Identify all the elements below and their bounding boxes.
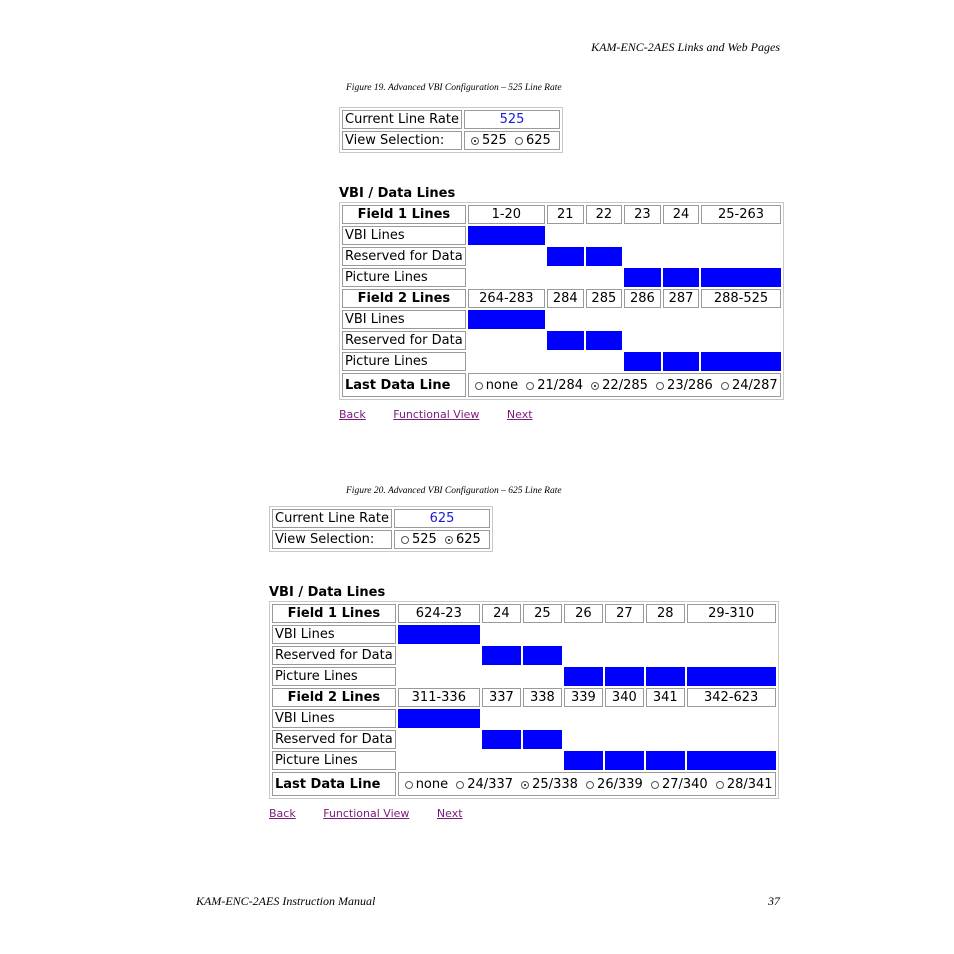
vbi-cell[interactable] [624, 226, 661, 245]
fig19-section-title: VBI / Data Lines [339, 186, 456, 201]
reserved-cell[interactable] [687, 730, 776, 749]
row-label-vbi: VBI Lines [342, 226, 466, 245]
row-label-reserved: Reserved for Data [272, 730, 396, 749]
view-selection-radios [394, 530, 490, 549]
last-data-radio-26-339[interactable] [586, 781, 594, 789]
radio-625[interactable] [515, 137, 523, 145]
last-data-option-label: 22/285 [602, 377, 648, 393]
page-number: 37 [768, 894, 780, 908]
reserved-cell[interactable] [663, 331, 700, 350]
field2-col: 342-623 [687, 688, 776, 707]
field2-col: 285 [586, 289, 623, 308]
field2-col: 341 [646, 688, 685, 707]
last-data-radio-21-284[interactable] [526, 382, 534, 390]
row-label-reserved: Reserved for Data [342, 331, 466, 350]
reserved-cell[interactable] [646, 730, 685, 749]
vbi-cell[interactable] [646, 709, 685, 728]
reserved-cell-selected[interactable] [523, 646, 562, 665]
reserved-cell[interactable] [398, 730, 480, 749]
fig19-rate-table [339, 107, 563, 153]
vbi-cell[interactable] [687, 625, 776, 644]
reserved-cell[interactable] [605, 646, 644, 665]
picture-cell-selected[interactable] [624, 352, 661, 371]
current-line-rate-value: 625 [394, 509, 490, 528]
reserved-cell-selected[interactable] [586, 331, 623, 350]
last-data-option-label: none [485, 377, 519, 393]
last-data-option-label: 23/286 [667, 377, 713, 393]
field1-col: 27 [605, 604, 644, 623]
last-data-line-label: Last Data Line [272, 772, 396, 796]
last-data-line-radios [398, 772, 776, 796]
field2-col: 338 [523, 688, 562, 707]
picture-cell-selected[interactable] [701, 352, 780, 371]
field2-col: 286 [624, 289, 661, 308]
functional-view-link[interactable]: Functional View [393, 408, 480, 421]
field2-col: 339 [564, 688, 603, 707]
field2-col: 288-525 [701, 289, 780, 308]
current-line-rate-label: Current Line Rate [342, 110, 462, 129]
vbi-cell[interactable] [482, 625, 521, 644]
last-data-radio-24-287[interactable] [721, 382, 729, 390]
fig20-nav-links [269, 807, 487, 820]
next-link[interactable]: Next [506, 408, 533, 421]
last-data-radio-25-338[interactable] [521, 781, 529, 789]
vbi-cell[interactable] [701, 310, 780, 329]
field1-label: Field 1 Lines [272, 604, 396, 623]
radio-625-label: 625 [455, 532, 481, 547]
last-data-line-label: Last Data Line [342, 373, 466, 397]
vbi-cell[interactable] [701, 226, 780, 245]
last-data-radio-28-341[interactable] [716, 781, 724, 789]
picture-cell-selected[interactable] [663, 352, 700, 371]
reserved-cell[interactable] [701, 331, 780, 350]
vbi-cell[interactable] [547, 310, 584, 329]
vbi-cell[interactable] [624, 310, 661, 329]
current-line-rate-value: 525 [464, 110, 560, 129]
last-data-radio-27-340[interactable] [651, 781, 659, 789]
vbi-cell[interactable] [605, 709, 644, 728]
fig20-rate-panel [269, 506, 493, 552]
back-link[interactable]: Back [339, 408, 366, 421]
field2-col: 287 [663, 289, 700, 308]
row-label-picture: Picture Lines [272, 667, 396, 686]
field1-col: 1-20 [468, 205, 545, 224]
vbi-cell[interactable] [547, 226, 584, 245]
view-selection-label: View Selection: [272, 530, 392, 549]
fig19-nav-links [339, 408, 557, 421]
vbi-cell[interactable] [482, 709, 521, 728]
picture-cell[interactable] [482, 667, 521, 686]
vbi-cell[interactable] [564, 709, 603, 728]
field2-label: Field 2 Lines [342, 289, 466, 308]
reserved-cell[interactable] [564, 730, 603, 749]
vbi-cell-selected[interactable] [468, 226, 545, 245]
field2-col: 337 [482, 688, 521, 707]
reserved-cell[interactable] [398, 646, 480, 665]
vbi-cell-selected[interactable] [468, 310, 545, 329]
fig20-rate-table [269, 506, 493, 552]
vbi-cell[interactable] [523, 709, 562, 728]
row-label-vbi: VBI Lines [342, 310, 466, 329]
last-data-radio-24-337[interactable] [456, 781, 464, 789]
functional-view-link[interactable]: Functional View [323, 807, 410, 820]
field1-col: 24 [482, 604, 521, 623]
reserved-cell-selected[interactable] [586, 247, 623, 266]
picture-cell-selected[interactable] [646, 667, 685, 686]
picture-cell[interactable] [482, 751, 521, 770]
field2-col: 284 [547, 289, 584, 308]
figure-19-caption: Figure 19. Advanced VBI Configuration – 525 Line Rate [346, 83, 562, 93]
last-data-line-radios [468, 373, 781, 397]
radio-525[interactable] [401, 536, 409, 544]
reserved-cell[interactable] [646, 646, 685, 665]
view-selection-radios [464, 131, 560, 150]
picture-cell[interactable] [586, 352, 623, 371]
vbi-cell[interactable] [605, 625, 644, 644]
field1-col: 28 [646, 604, 685, 623]
next-link[interactable]: Next [436, 807, 463, 820]
vbi-cell[interactable] [663, 226, 700, 245]
view-selection-label: View Selection: [342, 131, 462, 150]
vbi-cell[interactable] [586, 226, 623, 245]
row-label-vbi: VBI Lines [272, 625, 396, 644]
last-data-radio-23-286[interactable] [656, 382, 664, 390]
picture-cell-selected[interactable] [564, 667, 603, 686]
picture-cell[interactable] [398, 751, 480, 770]
field1-col: 21 [547, 205, 584, 224]
current-line-rate-label: Current Line Rate [272, 509, 392, 528]
last-data-radio-none[interactable] [475, 382, 483, 390]
reserved-cell[interactable] [701, 247, 780, 266]
reserved-cell[interactable] [624, 331, 661, 350]
picture-cell[interactable] [523, 667, 562, 686]
picture-cell[interactable] [398, 667, 480, 686]
field1-col: 25-263 [701, 205, 780, 224]
row-label-picture: Picture Lines [342, 352, 466, 371]
last-data-radio-none[interactable] [405, 781, 413, 789]
picture-cell-selected[interactable] [687, 667, 776, 686]
radio-525-label: 525 [482, 133, 507, 148]
row-label-reserved: Reserved for Data [272, 646, 396, 665]
field1-col: 624-23 [398, 604, 480, 623]
vbi-cell-selected[interactable] [398, 625, 480, 644]
field1-col: 24 [663, 205, 700, 224]
field1-col: 26 [564, 604, 603, 623]
picture-cell-selected[interactable] [605, 751, 644, 770]
fig20-vbi-panel [269, 601, 779, 799]
radio-625-label: 625 [525, 133, 551, 148]
last-data-option-label: 21/284 [537, 377, 584, 393]
fig20-vbi-table [269, 601, 779, 799]
last-data-option-label: 26/339 [597, 776, 643, 792]
fig20-section-title: VBI / Data Lines [269, 585, 386, 600]
reserved-cell-selected[interactable] [547, 331, 584, 350]
picture-cell[interactable] [547, 352, 584, 371]
row-label-picture: Picture Lines [342, 268, 466, 287]
vbi-cell[interactable] [687, 709, 776, 728]
back-link[interactable]: Back [269, 807, 296, 820]
picture-cell-selected[interactable] [687, 751, 776, 770]
fig19-vbi-table [339, 202, 784, 400]
last-data-radio-22-285[interactable] [591, 382, 599, 390]
vbi-cell[interactable] [663, 310, 700, 329]
field1-label: Field 1 Lines [342, 205, 466, 224]
last-data-option-label: none [415, 776, 449, 792]
reserved-cell[interactable] [468, 331, 545, 350]
last-data-option-label: 24/337 [467, 776, 514, 792]
reserved-cell[interactable] [468, 247, 545, 266]
vbi-cell[interactable] [523, 625, 562, 644]
running-head: KAM-ENC-2AES Links and Web Pages [591, 40, 780, 54]
field1-col: 23 [624, 205, 661, 224]
radio-525-label: 525 [412, 532, 437, 547]
last-data-option-label: 25/338 [532, 776, 578, 792]
picture-cell[interactable] [523, 751, 562, 770]
field2-label: Field 2 Lines [272, 688, 396, 707]
picture-cell-selected[interactable] [646, 751, 685, 770]
reserved-cell-selected[interactable] [547, 247, 584, 266]
picture-cell-selected[interactable] [624, 268, 661, 287]
picture-cell-selected[interactable] [701, 268, 780, 287]
reserved-cell-selected[interactable] [482, 646, 521, 665]
picture-cell-selected[interactable] [605, 667, 644, 686]
field2-col: 311-336 [398, 688, 480, 707]
fig19-rate-panel [339, 107, 563, 153]
picture-cell[interactable] [468, 352, 545, 371]
field1-col: 25 [523, 604, 562, 623]
field1-col: 22 [586, 205, 623, 224]
field2-col: 340 [605, 688, 644, 707]
reserved-cell-selected[interactable] [482, 730, 521, 749]
reserved-cell[interactable] [663, 247, 700, 266]
picture-cell[interactable] [586, 268, 623, 287]
radio-625[interactable] [445, 536, 453, 544]
picture-cell[interactable] [547, 268, 584, 287]
picture-cell[interactable] [468, 268, 545, 287]
figure-20-caption: Figure 20. Advanced VBI Configuration – 625 Line Rate [346, 486, 562, 496]
last-data-option-label: 27/340 [661, 776, 708, 792]
vbi-cell[interactable] [646, 625, 685, 644]
field2-col: 264-283 [468, 289, 545, 308]
reserved-cell[interactable] [624, 247, 661, 266]
last-data-option-label: 24/287 [731, 377, 778, 393]
picture-cell-selected[interactable] [564, 751, 603, 770]
reserved-cell-selected[interactable] [523, 730, 562, 749]
last-data-option-label: 28/341 [726, 776, 773, 792]
row-label-vbi: VBI Lines [272, 709, 396, 728]
vbi-cell[interactable] [564, 625, 603, 644]
picture-cell-selected[interactable] [663, 268, 700, 287]
reserved-cell[interactable] [687, 646, 776, 665]
field1-col: 29-310 [687, 604, 776, 623]
footer-manual-title: KAM-ENC-2AES Instruction Manual [196, 894, 376, 908]
row-label-reserved: Reserved for Data [342, 247, 466, 266]
vbi-cell-selected[interactable] [398, 709, 480, 728]
reserved-cell[interactable] [564, 646, 603, 665]
radio-525[interactable] [471, 137, 479, 145]
reserved-cell[interactable] [605, 730, 644, 749]
vbi-cell[interactable] [586, 310, 623, 329]
fig19-vbi-panel [339, 202, 784, 400]
row-label-picture: Picture Lines [272, 751, 396, 770]
